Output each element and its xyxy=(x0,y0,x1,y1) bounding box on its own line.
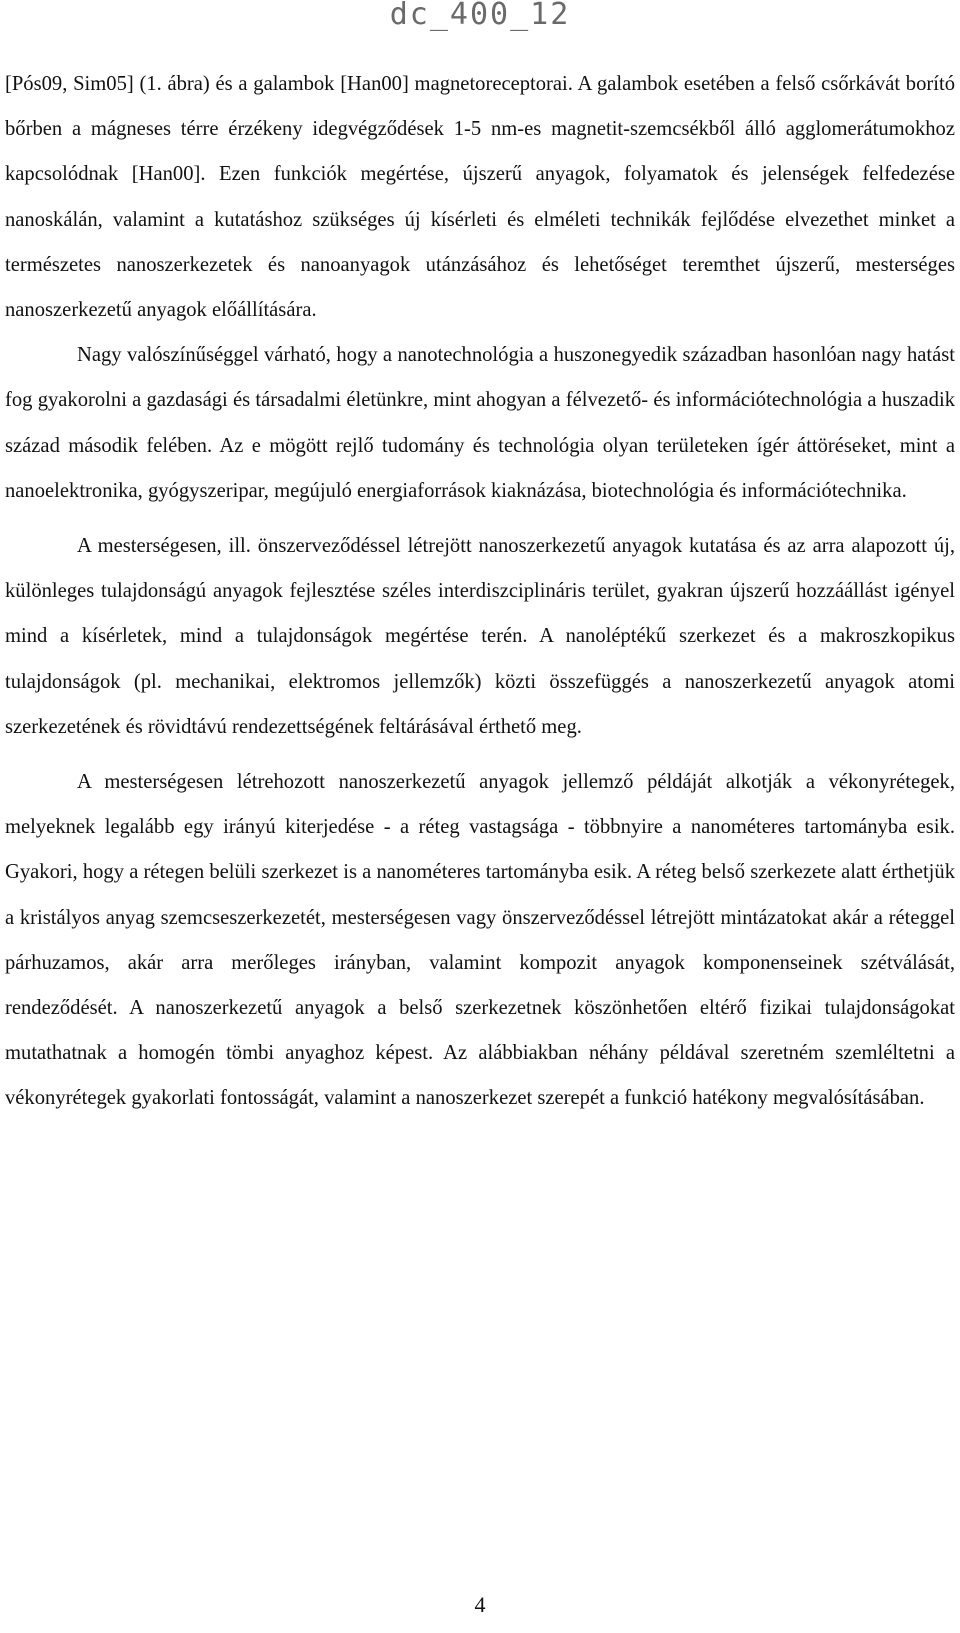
page-number: 4 xyxy=(474,1592,486,1617)
paragraph-nanotechnology-impact: Nagy valószínűséggel várható, hogy a nanotechnológia a huszonegyedik században hasonlóan nagy hatást fog gyakorolni a gazdasági és társadalmi életünkre, mint ahogyan a félvezető- és információtechnológia a huszadik század második felében. Az e mögött rejlő tudomány és technológia olyan területeken ígér áttöréseket, mint a nanoelektronika, gyógyszeripar, megújuló energiaforrások kiaknázása, biotechnológia és információtechnika. xyxy=(5,344,955,502)
document-body xyxy=(5,62,955,1122)
paragraph-nanostructured-materials-research: A mesterségesen, ill. önszerveződéssel létrejött nanoszerkezetű anyagok kutatása és az arra alapozott új, különleges tulajdonságú anyagok fejlesztése széles interdiszciplináris terület, gyakran újszerű hozzáállást igényel mind a kísérletek, mind a tulajdonságok megértése terén. A nanoléptékű szerkezet és a makroszkopikus tulajdonságok (pl. mechanikai, elektromos jellemzők) közti összefüggés a nanoszerkezetű anyagok atomi szerkezetének és rövidtávú rendezettségének feltárásával érthető meg. xyxy=(5,535,955,738)
paragraph-continuation: [Pós09, Sim05] (1. ábra) és a galambok [Han00] magnetoreceptorai. A galambok esetében a felső csőrkávát borító bőrben a mágneses térre érzékeny idegvégződések 1-5 nm-es magnetit-szemcsékből álló agglomerátumokhoz kapcsolódnak [Han00]. Ezen funkciók megértése, újszerű anyagok, folyamatok és jelenségek felfedezése nanoskálán, valamint a kutatáshoz szükséges új kísérleti és elméleti technikák fejlődése elvezethet minket a természetes nanoszerkezetek és nanoanyagok utánzásához és lehetőséget teremthet újszerű, mesterséges nanoszerkezetű anyagok előállítására. xyxy=(5,73,955,322)
paragraph-thin-films: A mesterségesen létrehozott nanoszerkezetű anyagok jellemző példáját alkotják a vékonyrétegek, melyeknek legalább egy irányú kiterjedése - a réteg vastagsága - többnyire a nanométeres tartományba esik. Gyakori, hogy a rétegen belüli szerkezet is a nanométeres tartományba esik. A réteg belső szerkezete alatt érthetjük a kristályos anyag szemcseszerkezetét, mesterségesen vagy önszerveződéssel létrejött mintázatokat akár a réteggel párhuzamos, akár arra merőleges irányban, valamint kompozit anyagok komponenseinek szétválását, rendeződését. A nanoszerkezetű anyagok a belső szerkezetnek köszönhetően eltérő fizikai tulajdonságokat mutathatnak a homogén tömbi anyaghoz képest. Az alábbiakban néhány példával szeretném szemléltetni a vékonyrétegek gyakorlati fontosságát, valamint a nanoszerkezet szerepét a funkció hatékony megvalósításában. xyxy=(5,771,955,1110)
document-id-header: dc_400_12 xyxy=(389,0,571,32)
